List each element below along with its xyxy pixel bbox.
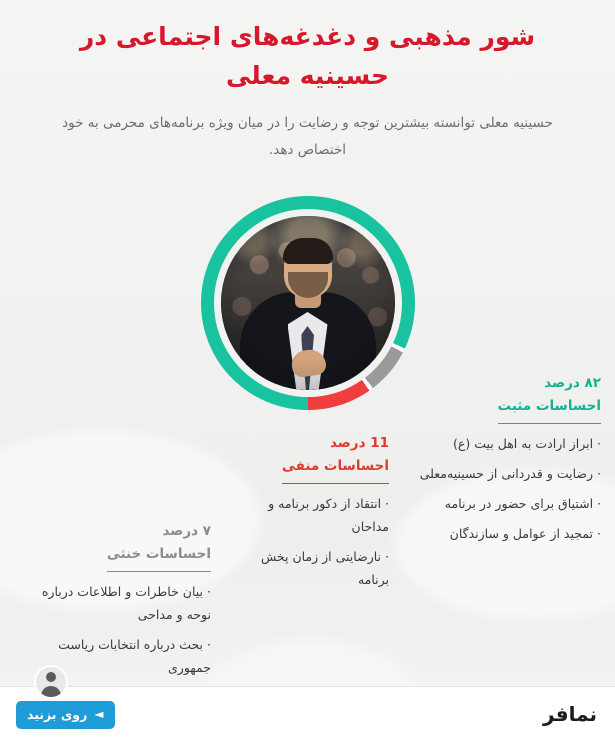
segment-negative: [227, 432, 389, 598]
segment-negative-percent: 11 درصد: [329, 435, 389, 451]
header: [0, 18, 615, 164]
list-item: · اشتیاق برای حضور در برنامه: [415, 492, 601, 515]
segment-neutral-header: [107, 520, 211, 572]
segment-positive-percent: ۸۲ درصد: [544, 375, 601, 391]
avatar: [34, 665, 68, 699]
list-item: · بیان خاطرات و اطلاعات درباره نوحه و مداحی: [33, 580, 211, 626]
segment-positive: [415, 372, 601, 552]
segment-negative-list: [227, 492, 389, 592]
cta-label: روی بزنید: [27, 707, 88, 722]
page-title: شور مذهبی و دغدغه‌های اجتماعی در حسینیه معلی: [79, 22, 536, 90]
arrow-icon: ◄: [94, 706, 104, 721]
list-item: · بحث درباره انتخابات ریاست جمهوری: [33, 633, 211, 679]
segment-neutral-percent: ۷ درصد: [162, 523, 211, 539]
avatar-body-icon: [41, 686, 61, 697]
list-item: · تمجید از عوامل و سازندگان: [415, 522, 601, 545]
segment-negative-name: احساسات منفی: [281, 457, 389, 474]
segment-positive-list: [415, 432, 601, 546]
segment-neutral-list: [33, 580, 211, 680]
cta-button[interactable]: [16, 701, 115, 729]
page-subtitle: حسینیه معلی توانسته بیشترین توجه و رضایت را در میان ویژه برنامه‌های محرمی به خود اختصاص دهد.: [62, 114, 553, 158]
segment-neutral: [33, 520, 211, 686]
segment-positive-name: احساسات مثبت: [497, 397, 601, 414]
brand-logo: نمافر: [543, 702, 597, 726]
list-item: · انتقاد از دکور برنامه و مداحان: [227, 492, 389, 538]
list-item: · نارضایتی از زمان پخش برنامه: [227, 545, 389, 591]
list-item: · رضایت و قدردانی از حسینیه‌معلی: [415, 462, 601, 485]
presenter-photo: [221, 216, 395, 390]
avatar-head-icon: [46, 672, 56, 682]
donut-chart: [201, 196, 415, 410]
footer: [0, 686, 615, 745]
segment-neutral-name: احساسات خنثی: [106, 545, 211, 562]
segment-negative-header: [282, 432, 389, 484]
list-item: · ابراز ارادت به اهل بیت (ع): [415, 432, 601, 455]
photo-vignette: [221, 216, 395, 390]
segment-positive-header: [498, 372, 601, 424]
